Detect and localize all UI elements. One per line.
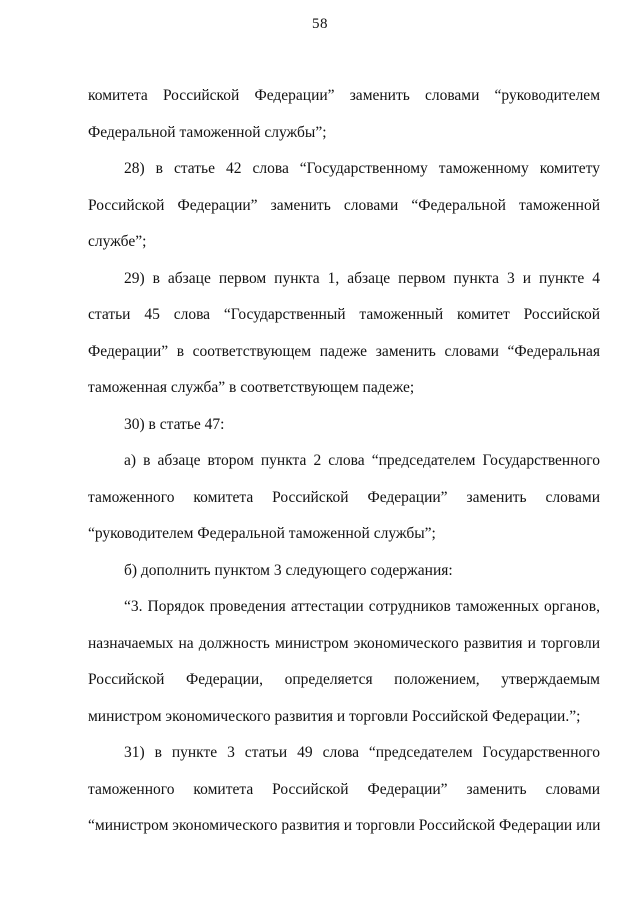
text-line: 30) в статье 47: — [124, 415, 225, 433]
paragraph-subitem-a — [88, 443, 600, 553]
text-line: 29) в абзаце первом пункта 1, абзаце первом пункта 3 и пункте 4 — [124, 269, 600, 287]
text-line: “министром экономического развития и торговли Российской Федерации или — [88, 817, 601, 834]
paragraph-item-31 — [88, 735, 600, 845]
document-body — [88, 78, 600, 845]
text-line: Российской Федерации” заменить словами “Федеральной таможенной — [88, 196, 600, 214]
paragraph-subitem-b — [88, 553, 600, 590]
paragraph-item-29 — [88, 261, 600, 407]
text-line: Российской Федерации, определяется положением, утверждаемым — [88, 671, 600, 688]
text-line: статьи 45 слова “Государственный таможенный комитет Российской — [88, 306, 600, 323]
text-line: назначаемых на должность министром экономического развития и торговли — [88, 634, 600, 652]
text-line: службе”; — [88, 233, 147, 250]
text-line: таможенная служба” в соответствующем падеже; — [88, 379, 415, 396]
text-line: б) дополнить пунктом 3 следующего содержания: — [124, 561, 453, 579]
paragraph-continuation — [88, 78, 600, 151]
text-line: 28) в статье 42 слова “Государственному таможенному комитету — [124, 160, 600, 177]
text-line: комитета Российской Федерации” заменить словами “руководителем — [88, 87, 600, 104]
text-line: таможенного комитета Российской Федерации” заменить словами — [88, 488, 600, 506]
text-line: “руководителем Федеральной таможенной службы”; — [88, 525, 436, 542]
text-line: “3. Порядок проведения аттестации сотрудников таможенных органов, — [124, 598, 600, 615]
paragraph-quoted-item-3 — [88, 589, 600, 735]
text-line: таможенного комитета Российской Федерации” заменить словами — [88, 780, 600, 798]
page-number: 58 — [312, 16, 328, 32]
text-line: Федеральной таможенной службы”; — [88, 123, 327, 141]
text-line: 31) в пункте 3 статьи 49 слова “председателем Государственного — [124, 744, 600, 761]
text-line: а) в абзаце втором пункта 2 слова “председателем Государственного — [124, 452, 600, 469]
text-line: Федерации” в соответствующем падеже заменить словами “Федеральная — [88, 342, 600, 360]
paragraph-item-28 — [88, 151, 600, 261]
paragraph-item-30 — [88, 407, 600, 444]
text-line: министром экономического развития и торговли Российской Федерации.”; — [88, 707, 581, 725]
